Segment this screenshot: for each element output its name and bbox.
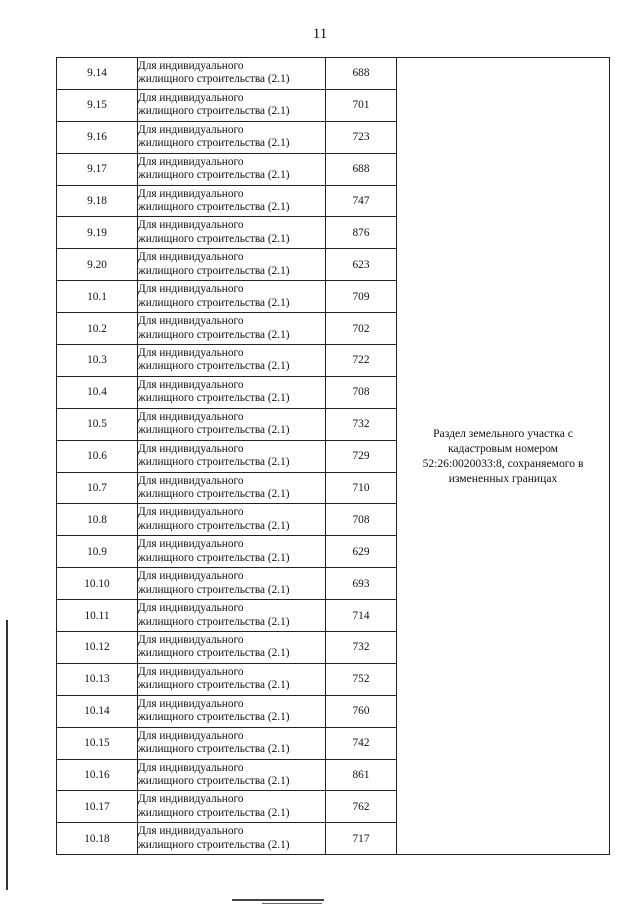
parcel-number: 10.11 (57, 600, 138, 632)
parcel-number: 9.16 (57, 121, 138, 153)
permitted-use-line2: жилищного строительства (2.1) (138, 743, 290, 756)
parcel-number: 10.17 (57, 791, 138, 823)
permitted-use-line2: жилищного строительства (2.1) (138, 360, 290, 373)
permitted-use (138, 440, 326, 472)
parcel-area: 714 (326, 600, 397, 632)
permitted-use-line2: жилищного строительства (2.1) (138, 679, 290, 692)
permitted-use-line2: жилищного строительства (2.1) (138, 296, 290, 309)
parcel-number: 10.13 (57, 663, 138, 695)
permitted-use-line1: Для индивидуального (138, 219, 244, 232)
parcel-area: 861 (326, 759, 397, 791)
permitted-use-line2: жилищного строительства (2.1) (138, 105, 290, 118)
permitted-use-line2: жилищного строительства (2.1) (138, 137, 290, 150)
parcel-area: 762 (326, 791, 397, 823)
parcel-number: 10.2 (57, 313, 138, 345)
parcel-number: 10.5 (57, 408, 138, 440)
parcel-area: 708 (326, 504, 397, 536)
parcel-area: 752 (326, 663, 397, 695)
permitted-use (138, 217, 326, 249)
parcel-number: 10.7 (57, 472, 138, 504)
parcel-area: 732 (326, 408, 397, 440)
parcel-number: 9.15 (57, 89, 138, 121)
permitted-use (138, 345, 326, 377)
permitted-use-line2: жилищного строительства (2.1) (138, 551, 290, 564)
permitted-use-line1: Для индивидуального (138, 410, 244, 423)
permitted-use-line1: Для индивидуального (138, 187, 244, 200)
permitted-use (138, 791, 326, 823)
parcel-area: 876 (326, 217, 397, 249)
permitted-use-line1: Для индивидуального (138, 123, 244, 136)
parcel-number: 10.12 (57, 632, 138, 664)
permitted-use-line2: жилищного строительства (2.1) (138, 73, 290, 86)
parcel-area: 723 (326, 121, 397, 153)
permitted-use-line1: Для индивидуального (138, 538, 244, 551)
parcel-number: 9.20 (57, 249, 138, 281)
permitted-use-line2: жилищного строительства (2.1) (138, 519, 290, 532)
permitted-use (138, 759, 326, 791)
parcel-area: 722 (326, 345, 397, 377)
parcel-number: 9.14 (57, 58, 138, 90)
parcel-area: 709 (326, 281, 397, 313)
permitted-use (138, 663, 326, 695)
parcel-number: 10.6 (57, 440, 138, 472)
permitted-use-line1: Для индивидуального (138, 378, 244, 391)
permitted-use-line1: Для индивидуального (138, 761, 244, 774)
permitted-use-line2: жилищного строительства (2.1) (138, 583, 290, 596)
parcel-area: 701 (326, 89, 397, 121)
parcel-number: 10.1 (57, 281, 138, 313)
permitted-use-line1: Для индивидуального (138, 59, 244, 72)
parcel-number: 9.19 (57, 217, 138, 249)
permitted-use-line2: жилищного строительства (2.1) (138, 647, 290, 660)
parcel-area: 693 (326, 568, 397, 600)
permitted-use (138, 58, 326, 90)
parcel-number: 10.9 (57, 536, 138, 568)
permitted-use-line1: Для индивидуального (138, 506, 244, 519)
permitted-use-line2: жилищного строительства (2.1) (138, 456, 290, 469)
parcel-area: 760 (326, 695, 397, 727)
permitted-use-line1: Для индивидуального (138, 251, 244, 264)
permitted-use-line1: Для индивидуального (138, 665, 244, 678)
parcel-number: 9.18 (57, 185, 138, 217)
permitted-use-line1: Для индивидуального (138, 602, 244, 615)
parcel-number: 10.14 (57, 695, 138, 727)
permitted-use (138, 185, 326, 217)
permitted-use-line2: жилищного строительства (2.1) (138, 711, 290, 724)
permitted-use (138, 504, 326, 536)
permitted-use-line1: Для индивидуального (138, 474, 244, 487)
permitted-use-line2: жилищного строительства (2.1) (138, 424, 290, 437)
permitted-use-line1: Для индивидуального (138, 825, 244, 838)
permitted-use-line1: Для индивидуального (138, 793, 244, 806)
parcel-number: 10.15 (57, 727, 138, 759)
scan-margin-line (6, 620, 8, 890)
parcel-area: 729 (326, 440, 397, 472)
permitted-use-line2: жилищного строительства (2.1) (138, 775, 290, 788)
parcel-area: 742 (326, 727, 397, 759)
permitted-use (138, 568, 326, 600)
permitted-use (138, 249, 326, 281)
permitted-use-line2: жилищного строительства (2.1) (138, 838, 290, 851)
bottom-rule-secondary (262, 903, 322, 904)
permitted-use (138, 153, 326, 185)
parcel-number: 10.3 (57, 345, 138, 377)
permitted-use (138, 281, 326, 313)
permitted-use-line2: жилищного строительства (2.1) (138, 328, 290, 341)
permitted-use-line1: Для индивидуального (138, 315, 244, 328)
permitted-use (138, 121, 326, 153)
parcel-number: 10.16 (57, 759, 138, 791)
permitted-use (138, 472, 326, 504)
permitted-use-line1: Для индивидуального (138, 155, 244, 168)
parcel-area: 688 (326, 58, 397, 90)
note-line3: 52:26:0020033:8, сохраняемого в (422, 457, 584, 471)
parcels-table (56, 57, 610, 855)
page-number: 11 (312, 26, 328, 42)
permitted-use-line1: Для индивидуального (138, 729, 244, 742)
parcel-area: 732 (326, 632, 397, 664)
permitted-use-line1: Для индивидуального (138, 283, 244, 296)
permitted-use (138, 408, 326, 440)
parcel-number: 10.10 (57, 568, 138, 600)
permitted-use-line1: Для индивидуального (138, 91, 244, 104)
permitted-use (138, 823, 326, 855)
permitted-use-line2: жилищного строительства (2.1) (138, 392, 290, 405)
permitted-use (138, 695, 326, 727)
parcel-area: 747 (326, 185, 397, 217)
parcel-area: 717 (326, 823, 397, 855)
table-row (57, 58, 610, 90)
permitted-use-line2: жилищного строительства (2.1) (138, 615, 290, 628)
parcel-area: 710 (326, 472, 397, 504)
bottom-rule (232, 899, 324, 901)
permitted-use (138, 89, 326, 121)
permitted-use-line1: Для индивидуального (138, 442, 244, 455)
permitted-use-line1: Для индивидуального (138, 570, 244, 583)
parcel-number: 9.17 (57, 153, 138, 185)
permitted-use (138, 536, 326, 568)
parcel-number: 10.18 (57, 823, 138, 855)
permitted-use-line2: жилищного строительства (2.1) (138, 201, 290, 213)
permitted-use (138, 376, 326, 408)
parcels-table-body (57, 58, 610, 855)
permitted-use-line2: жилищного строительства (2.1) (138, 488, 290, 501)
parcel-area: 629 (326, 536, 397, 568)
permitted-use-line2: жилищного строительства (2.1) (138, 806, 290, 819)
parcel-number: 10.4 (57, 376, 138, 408)
formation-method-note (397, 58, 610, 855)
note-line2: кадастровым номером (447, 442, 559, 456)
parcel-number: 10.8 (57, 504, 138, 536)
note-line1: Раздел земельного участка с (433, 427, 573, 441)
permitted-use (138, 600, 326, 632)
permitted-use (138, 632, 326, 664)
permitted-use-line1: Для индивидуального (138, 697, 244, 710)
permitted-use-line1: Для индивидуального (138, 633, 244, 646)
parcel-area: 708 (326, 376, 397, 408)
permitted-use (138, 727, 326, 759)
permitted-use-line2: жилищного строительства (2.1) (138, 232, 290, 245)
permitted-use-line2: жилищного строительства (2.1) (138, 169, 290, 182)
permitted-use-line2: жилищного строительства (2.1) (138, 264, 290, 277)
parcel-area: 623 (326, 249, 397, 281)
note-line4: измененных границах (448, 472, 558, 486)
parcel-area: 702 (326, 313, 397, 345)
permitted-use-line1: Для индивидуального (138, 346, 244, 359)
permitted-use (138, 313, 326, 345)
parcel-area: 688 (326, 153, 397, 185)
